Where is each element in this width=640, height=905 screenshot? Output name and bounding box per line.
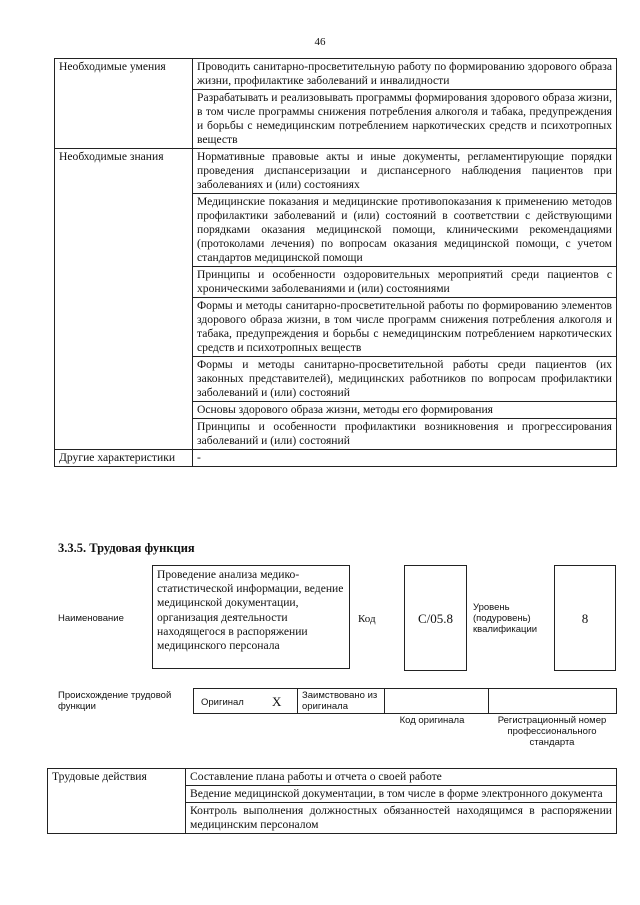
original-label: Оригинал	[201, 697, 244, 708]
knowledge-label: Необходимые знания	[55, 149, 193, 450]
skills-label: Необходимые умения	[55, 59, 193, 149]
knowledge-item: Формы и методы санитарно-просветительной работы по формированию элементов здорового образа жизни, в том числе программ снижения потребления алкоголя и табака, предупреждения и борьбы с немедицинским потреблением наркотических средств и психотропных веществ	[193, 298, 617, 357]
table-row	[55, 149, 617, 194]
level-box	[554, 565, 616, 671]
labor-action-item: Контроль выполнения должностных обязанностей находящимся в распоряжении медицинским персоналом	[186, 803, 617, 834]
skills-knowledge-table	[54, 58, 617, 467]
original-mark: X	[272, 694, 282, 709]
other-characteristics-value: -	[193, 450, 617, 467]
name-label: Наименование	[58, 613, 124, 624]
table-row	[55, 450, 617, 467]
other-characteristics-label: Другие характеристики	[55, 450, 193, 467]
labor-action-item: Ведение медицинской документации, в том числе в форме электронного документа	[186, 786, 617, 803]
function-name-box	[152, 565, 350, 669]
knowledge-item: Нормативные правовые акты и иные документы, регламентирующие порядки проведения диспансеризации и диспансерного наблюдения пациентов при заболеваниях и (или) состояниях	[193, 149, 617, 194]
skill-item: Разрабатывать и реализовывать программы формирования здорового образа жизни, в том числе программы снижения потребления алкоголя и табака, предупреждения и борьбы с немедицинским потреблением наркотических средств и психотропных веществ	[193, 90, 617, 149]
origin-row	[193, 688, 617, 714]
skill-item: Проводить санитарно-просветительную работу по формированию здорового образа жизни, профилактике заболеваний и инвалидности	[193, 59, 617, 90]
code-box	[404, 565, 467, 671]
labor-actions-label: Трудовые действия	[48, 769, 186, 834]
level-label: Уровень (подуровень) квалификации	[473, 602, 538, 635]
knowledge-item: Основы здорового образа жизни, методы его формирования	[193, 402, 617, 419]
page-number: 46	[314, 36, 326, 48]
labor-action-item: Составление плана работы и отчета о своей работе	[186, 769, 617, 786]
level-value: 8	[581, 611, 589, 626]
knowledge-item: Принципы и особенности оздоровительных мероприятий среди пациентов с хроническими заболеваниями и (или) состояниями	[193, 267, 617, 298]
section-heading: 3.3.5. Трудовая функция	[58, 541, 195, 555]
table-row	[55, 59, 617, 90]
knowledge-item: Медицинские показания и медицинские противопоказания к применению методов профилактики заболеваний и (или) состояний в соответствии с действующими порядками оказания медицинской помощи, клиническими рекомендациями (протоколами лечения) по вопросам оказания медицинской помощи, с учетом стандартов медицинской помощи	[193, 194, 617, 267]
original-code-caption: Код оригинала	[399, 715, 465, 726]
code-value: С/05.8	[417, 611, 454, 626]
function-name-value: Проведение анализа медико-статистической информации, ведение медицинской документации, организация деятельности находящегося в распоряжении медицинского персонала	[157, 568, 344, 653]
knowledge-item: Принципы и особенности профилактики возникновения и прогрессирования заболеваний и (или) состояний	[193, 419, 617, 450]
table-row	[48, 769, 617, 786]
knowledge-item: Формы и методы санитарно-просветительной работы среди пациентов (их законных представителей), медицинских работников по вопросам профилактики заболеваний и (или) состояний	[193, 357, 617, 402]
borrowed-label: Заимствовано из оригинала	[302, 690, 378, 712]
code-label: Код	[358, 613, 376, 625]
origin-label: Происхождение трудовой функции	[58, 690, 172, 712]
reg-number-caption: Регистрационный номер профессионального стандарта	[497, 715, 607, 748]
labor-actions-table	[47, 768, 617, 834]
